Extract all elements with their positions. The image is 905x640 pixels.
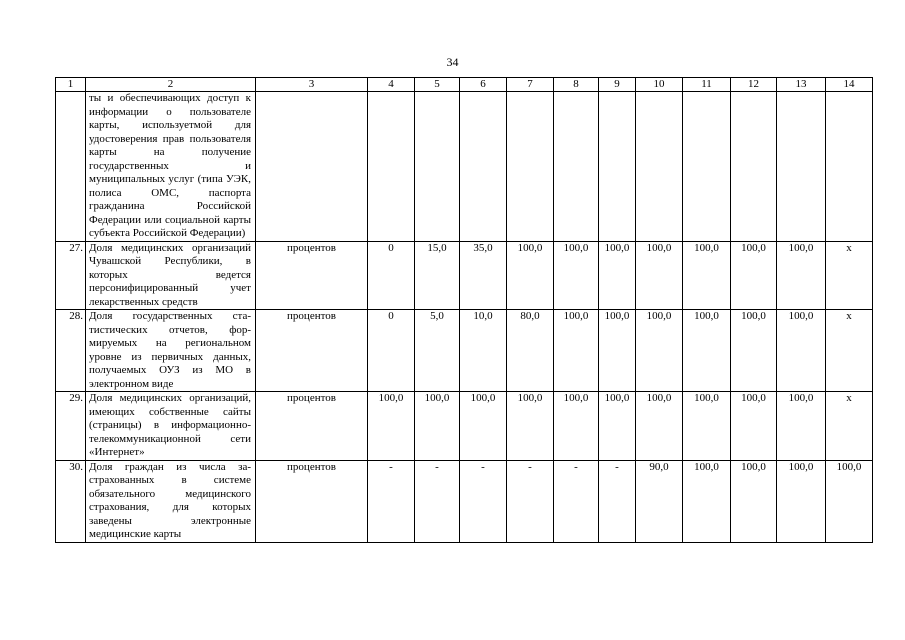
value-cell: 5,0 (415, 310, 460, 392)
column-header: 1 (56, 78, 86, 92)
column-header: 2 (86, 78, 256, 92)
value-cell: 100,0 (777, 392, 826, 461)
row-number: 30. (56, 460, 86, 542)
page-number: 34 (446, 55, 459, 69)
value-cell: 100,0 (683, 310, 731, 392)
indicator-name: Доля медицинских организаций, имеющих собственные сайты (страницы) в информационно-телекоммуникационной сети «Интернет» (86, 392, 256, 461)
value-cell: 90,0 (636, 460, 683, 542)
value-cell: 0 (368, 310, 415, 392)
value-cell: 100,0 (683, 392, 731, 461)
value-cell: 80,0 (507, 310, 554, 392)
value-cell: x (826, 241, 873, 310)
value-cell: 100,0 (636, 392, 683, 461)
value-cell (415, 92, 460, 242)
column-header: 12 (731, 78, 777, 92)
value-cell: 100,0 (731, 392, 777, 461)
indicator-name: Доля государственных статистических отчетов, формируемых на региональном уровне из первичных данных, получаемых ОУЗ из МО в электронном виде (86, 310, 256, 392)
value-cell (599, 92, 636, 242)
value-cell: 100,0 (636, 310, 683, 392)
column-header: 6 (460, 78, 507, 92)
value-cell: x (826, 310, 873, 392)
value-cell: 35,0 (460, 241, 507, 310)
column-number-row (56, 78, 873, 92)
value-cell: - (368, 460, 415, 542)
unit-cell: процентов (256, 310, 368, 392)
value-cell: 100,0 (554, 392, 599, 461)
unit-cell: процентов (256, 392, 368, 461)
column-header: 7 (507, 78, 554, 92)
value-cell (460, 92, 507, 242)
indicator-name: ты и обеспечивающих доступ к информации о пользователе карты, используетмой для удостоверения прав пользователя карты на получение государственных и муниципальных услуг (типа УЭК, полиса ОМС, паспорта гражданина Российской Федерации или социальной карты субъекта Российской Федерации) (86, 92, 256, 242)
value-cell: 100,0 (507, 241, 554, 310)
column-header: 5 (415, 78, 460, 92)
value-cell (554, 92, 599, 242)
value-cell: 100,0 (777, 460, 826, 542)
indicator-name: Доля граждан из числа застрахованных в системе обязательного медицинского страхования, для которых заведены электронные медицинские карты (86, 460, 256, 542)
value-cell: 100,0 (731, 460, 777, 542)
unit-cell: процентов (256, 241, 368, 310)
column-header: 11 (683, 78, 731, 92)
value-cell: 100,0 (731, 241, 777, 310)
value-cell: - (507, 460, 554, 542)
value-cell: 100,0 (368, 392, 415, 461)
column-header: 14 (826, 78, 873, 92)
value-cell (826, 92, 873, 242)
value-cell: 100,0 (460, 392, 507, 461)
value-cell: 100,0 (554, 241, 599, 310)
row-number (56, 92, 86, 242)
value-cell: 100,0 (777, 310, 826, 392)
value-cell: 0 (368, 241, 415, 310)
value-cell (731, 92, 777, 242)
unit-cell (256, 92, 368, 242)
value-cell: 10,0 (460, 310, 507, 392)
value-cell (368, 92, 415, 242)
value-cell: 100,0 (777, 241, 826, 310)
value-cell: 100,0 (826, 460, 873, 542)
value-cell: 100,0 (636, 241, 683, 310)
value-cell: 100,0 (599, 241, 636, 310)
value-cell: - (460, 460, 507, 542)
value-cell: 15,0 (415, 241, 460, 310)
table-row (56, 92, 873, 242)
value-cell (507, 92, 554, 242)
value-cell: - (554, 460, 599, 542)
value-cell: 100,0 (507, 392, 554, 461)
value-cell: 100,0 (415, 392, 460, 461)
table-row (56, 310, 873, 392)
table-row (56, 460, 873, 542)
indicator-name: Доля медицинских организаций Чувашской Республики, в которых ведется персонифицированный учет лекарственных средств (86, 241, 256, 310)
indicator-table (55, 77, 873, 543)
row-number: 28. (56, 310, 86, 392)
column-header: 10 (636, 78, 683, 92)
value-cell: 100,0 (554, 310, 599, 392)
column-header: 13 (777, 78, 826, 92)
value-cell: x (826, 392, 873, 461)
value-cell: 100,0 (683, 460, 731, 542)
column-header: 3 (256, 78, 368, 92)
value-cell: - (599, 460, 636, 542)
value-cell: 100,0 (599, 310, 636, 392)
column-header: 4 (368, 78, 415, 92)
column-header: 8 (554, 78, 599, 92)
value-cell: 100,0 (599, 392, 636, 461)
unit-cell: процентов (256, 460, 368, 542)
row-number: 29. (56, 392, 86, 461)
table-row (56, 241, 873, 310)
value-cell (777, 92, 826, 242)
column-header: 9 (599, 78, 636, 92)
value-cell: 100,0 (683, 241, 731, 310)
table-row (56, 392, 873, 461)
value-cell: 100,0 (731, 310, 777, 392)
value-cell: - (415, 460, 460, 542)
value-cell (683, 92, 731, 242)
value-cell (636, 92, 683, 242)
row-number: 27. (56, 241, 86, 310)
